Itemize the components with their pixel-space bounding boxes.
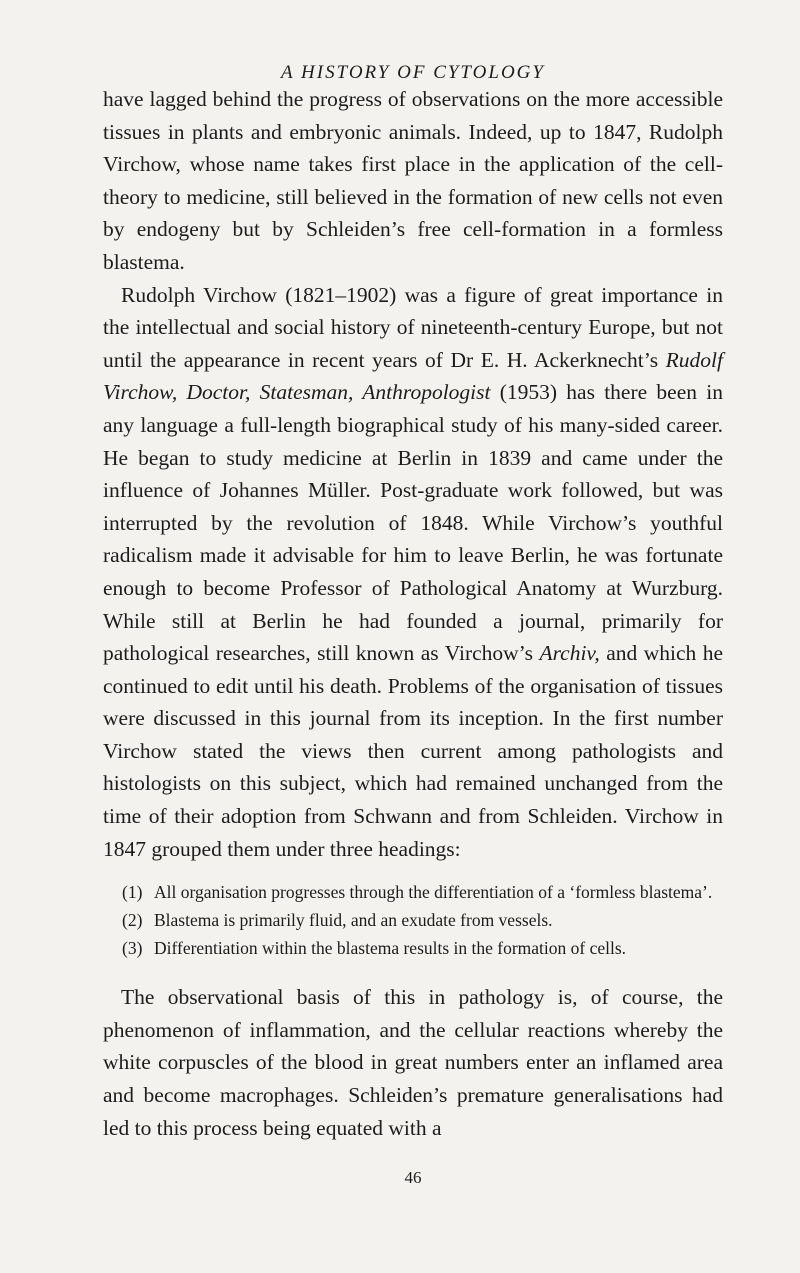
journal-title: Archiv, [539,641,600,666]
list-item [103,907,723,933]
running-head: A HISTORY OF CYTOLOGY [281,62,545,83]
list-item-text: Differentiation within the blastema results in the formation of cells. [154,938,627,959]
paragraph-3: The observational basis of this in pathology is, of course, the phenomenon of inflammation, and the cellular reactions whereby the white corpuscles of the blood in great numbers enter an inflamed area and become macrophages. Schleiden’s premature generalisations had led to this process being equated with a [103,985,723,1140]
paragraph-2-text-b: (1953) has there been in any language a full-length biographical study of his many-sided career. He began to study medicine at Berlin in 1839 and came under the influence of Johannes Müller. Post-graduate work followed, but was interrupted by the revolution of 1848. While Virchow’s youthful radicalism made it advisable for him to leave Berlin, he was fortunate enough to become Professor of Pathological Anatomy at Wurzburg. While still at Berlin he had founded a journal, primarily for pathological researches, still known as Virchow’s [103,380,723,666]
list-item-text: Blastema is primarily fluid, and an exudate from vessels. [154,910,553,931]
book-page [103,0,723,1273]
list-item [103,879,723,905]
book-title: Rudolf Virchow, Doctor, Statesman, Anthropologist [103,347,723,405]
paragraph-2-text-c: and which he continued to edit until his death. Problems of the organisation of tissues were discussed in this journal from its inception. In the first number Virchow stated the views then current among pathologists and histologists on this subject, which had remained unchanged from the time of their adoption from Schwann and from Schleiden. Virchow in 1847 grouped them under three headings: [103,641,723,861]
paragraph-2-text-a: Rudolph Virchow (1821–1902) was a figure of great importance in the intellectual and social history of nineteenth-century Europe, but not until the appearance in recent years of Dr E. H. Ackerknecht’s [103,282,723,372]
headings-list [103,879,723,961]
list-item-number: (3) [122,938,143,959]
paragraph-1: have lagged behind the progress of observations on the more accessible tissues in plants and embryonic animals. Indeed, up to 1847, Rudolph Virchow, whose name takes first place in the application of the cell-theory to medicine, still believed in the formation of new cells not even by endogeny but by Schleiden’s free cell-formation in a formless blastema. [103,87,723,274]
list-item [103,935,723,961]
list-item-text: All organisation progresses through the differentiation of a ‘formless blastema’. [154,882,713,903]
paragraph-2 [103,279,723,866]
page-number: 46 [404,1168,422,1187]
body-text [103,83,723,1144]
list-item-number: (2) [122,910,143,931]
list-item-number: (1) [122,882,143,903]
